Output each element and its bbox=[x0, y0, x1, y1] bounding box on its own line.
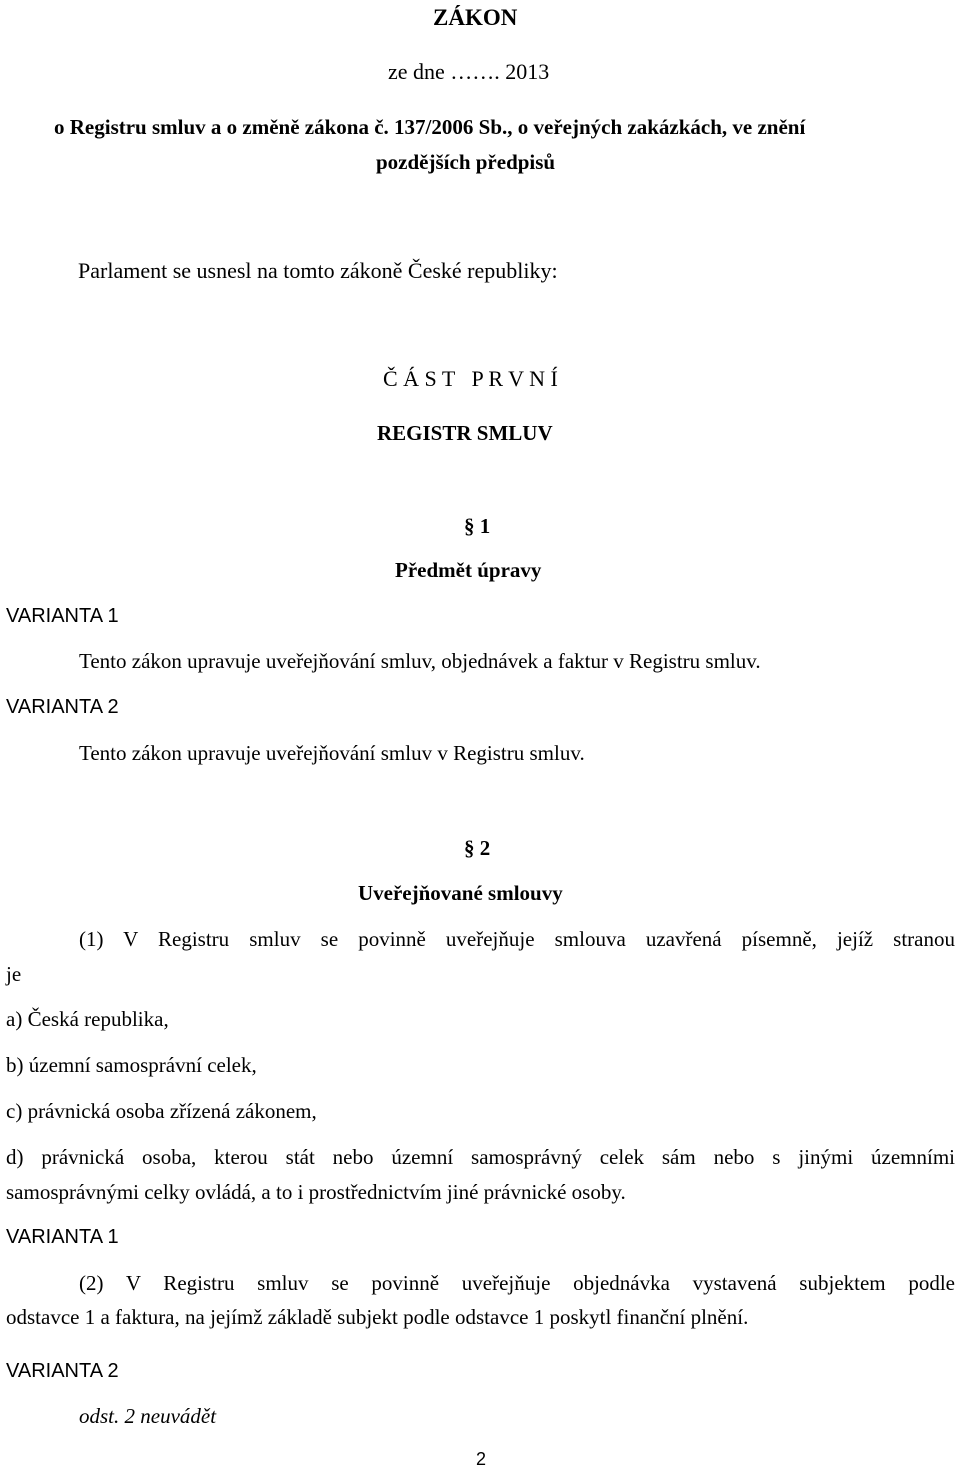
section-2-para-2-line-2: odstavce 1 a faktura, na jejímž základě subjekt podle odstavce 1 poskytl finanční plnění. bbox=[6, 1305, 749, 1329]
section-2-para-2-line-1: (2) V Registru smluv se povinně uveřejňuje objednávka vystavená subjektem podle bbox=[79, 1271, 955, 1295]
section-2-number: § 2 bbox=[464, 836, 491, 860]
list-item-d-line-2: samosprávnými celky ovládá, a to i prostřednictvím jiné právnické osoby. bbox=[6, 1180, 626, 1204]
preamble: Parlament se usnesl na tomto zákoně České republiky: bbox=[78, 258, 558, 283]
list-item: b) územní samosprávní celek, bbox=[6, 1053, 257, 1077]
section-1-variant-1-text: Tento zákon upravuje uveřejňování smluv, objednávek a faktur v Registru smluv. bbox=[79, 649, 761, 673]
section-1-number: § 1 bbox=[464, 514, 491, 538]
section-1-variant-1-label: VARIANTA 1 bbox=[6, 605, 119, 627]
section-2-para-1-line-1: (1) V Registru smluv se povinně uveřejňuje smlouva uzavřená písemně, jejíž stranou bbox=[79, 927, 955, 951]
list-item: c) právnická osoba zřízená zákonem, bbox=[6, 1099, 317, 1123]
section-1-heading: Předmět úpravy bbox=[395, 558, 542, 582]
section-2-variant-2-text: odst. 2 neuvádět bbox=[79, 1404, 217, 1428]
date-line: ze dne ……. 2013 bbox=[388, 59, 550, 84]
section-2-variant-1-label: VARIANTA 1 bbox=[6, 1226, 119, 1248]
section-2-heading: Uveřejňované smlouvy bbox=[358, 881, 563, 905]
part-label: Č Á S T P R V N Í bbox=[383, 366, 558, 391]
law-subtitle-line-1: o Registru smluv a o změně zákona č. 137/2006 Sb., o veřejných zakázkách, ve znění bbox=[54, 115, 806, 139]
part-name: REGISTR SMLUV bbox=[377, 421, 553, 445]
list-item: a) Česká republika, bbox=[6, 1007, 169, 1031]
list-item-d-line-1: d) právnická osoba, kterou stát nebo územní samosprávný celek sám nebo s jinými územními bbox=[6, 1145, 955, 1169]
section-2-para-1-line-2: je bbox=[6, 962, 22, 986]
page-number: 2 bbox=[476, 1449, 487, 1469]
law-title: ZÁKON bbox=[433, 5, 518, 30]
section-1-variant-2-text: Tento zákon upravuje uveřejňování smluv v Registru smluv. bbox=[79, 741, 585, 765]
section-2-variant-2-label: VARIANTA 2 bbox=[6, 1360, 119, 1382]
law-subtitle-line-2: pozdějších předpisů bbox=[376, 150, 556, 174]
section-1-variant-2-label: VARIANTA 2 bbox=[6, 696, 119, 718]
